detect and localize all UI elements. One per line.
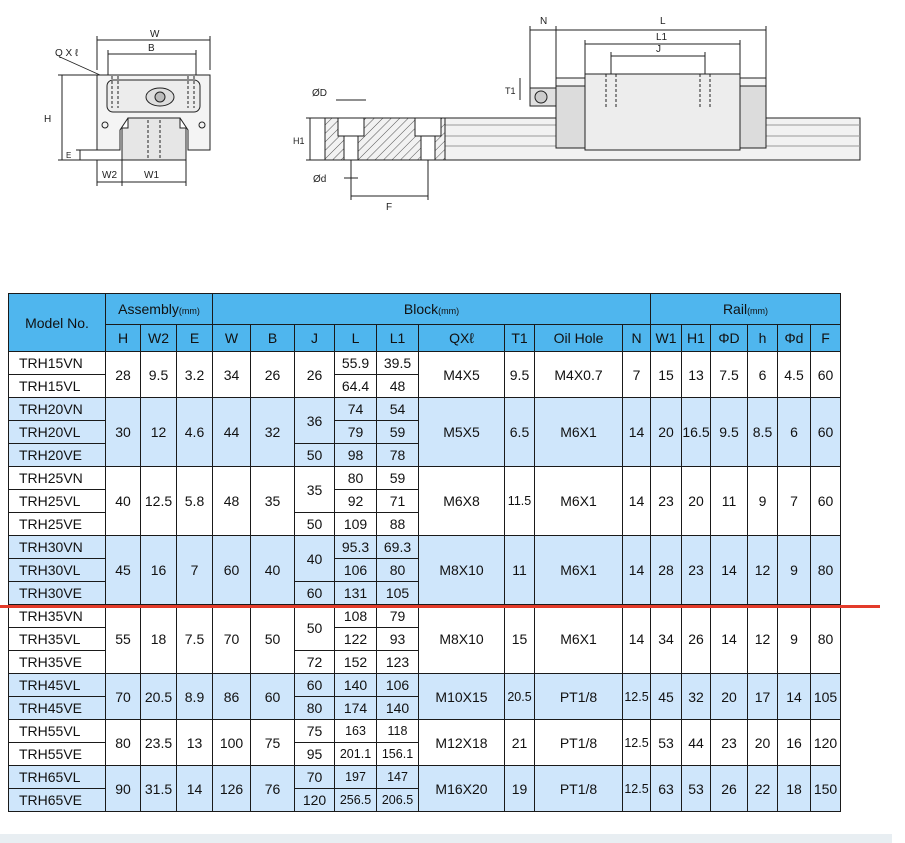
model-cell: TRH25VN [9,467,106,490]
cell-n: 7 [623,352,651,398]
cell-qxl: M6X8 [419,467,505,536]
cell-j: 120 [295,789,335,812]
cell-n: 14 [623,536,651,605]
cell-b: 50 [251,605,295,674]
cell-rail-h: 9 [748,467,778,536]
cell-w: 48 [213,467,251,536]
model-cell: TRH35VN [9,605,106,628]
model-cell: TRH25VE [9,513,106,536]
cell-rail-f: 105 [811,674,841,720]
table-row [9,467,841,490]
label-t1: T1 [505,86,516,96]
cell-l1: 147 [377,766,419,789]
label-w2: W2 [102,170,117,181]
cell-rail-w1: 15 [651,352,682,398]
cell-t1: 9.5 [505,352,535,398]
cell-j: 40 [295,536,335,582]
cell-rail-f: 80 [811,536,841,605]
cell-rail-od: 20 [711,674,748,720]
cell-l1: 156.1 [377,743,419,766]
cell-rail-od-small: 9 [778,536,811,605]
cell-oil-hole: PT1/8 [535,766,623,812]
cell-l1: 54 [377,398,419,421]
label-j: J [656,44,661,55]
cell-l: 122 [335,628,377,651]
column-header: T1 [505,325,535,352]
cell-l1: 118 [377,720,419,743]
cell-l: 79 [335,421,377,444]
cell-w2: 23.5 [141,720,177,766]
cell-l1: 59 [377,467,419,490]
header-block-unit: (mm) [438,306,460,316]
cell-n: 14 [623,398,651,467]
cell-j: 50 [295,605,335,651]
cell-rail-od: 23 [711,720,748,766]
model-cell: TRH35VE [9,651,106,674]
model-cell: TRH65VE [9,789,106,812]
model-cell: TRH65VL [9,766,106,789]
divider-red-line [0,605,880,608]
cell-j: 26 [295,352,335,398]
cell-oil-hole: PT1/8 [535,720,623,766]
cell-w2: 12.5 [141,467,177,536]
cell-w: 70 [213,605,251,674]
cell-n: 12.5 [623,674,651,720]
cell-e: 4.6 [177,398,213,467]
model-cell: TRH20VN [9,398,106,421]
model-cell: TRH30VE [9,582,106,605]
cell-qxl: M8X10 [419,536,505,605]
cell-rail-od: 9.5 [711,398,748,467]
label-b: B [148,43,155,54]
cell-l1: 206.5 [377,789,419,812]
model-cell: TRH30VN [9,536,106,559]
cell-qxl: M12X18 [419,720,505,766]
header-rail [651,294,841,325]
cell-j: 35 [295,467,335,513]
cell-rail-od: 7.5 [711,352,748,398]
cell-h: 45 [106,536,141,605]
cell-rail-w1: 23 [651,467,682,536]
column-header: L [335,325,377,352]
column-header: E [177,325,213,352]
cell-rail-h1: 26 [682,605,711,674]
cell-l: 74 [335,398,377,421]
header-model: Model No. [9,294,106,352]
cell-rail-od-small: 18 [778,766,811,812]
cell-qxl: M5X5 [419,398,505,467]
header-block-label: Block [403,301,439,317]
cell-l: 98 [335,444,377,467]
cell-oil-hole: M4X0.7 [535,352,623,398]
footer-band [0,834,892,843]
cell-h: 80 [106,720,141,766]
cell-e: 13 [177,720,213,766]
label-n: N [540,16,548,27]
cell-j: 50 [295,513,335,536]
cell-e: 14 [177,766,213,812]
label-h: H [44,114,52,125]
cell-oil-hole: M6X1 [535,467,623,536]
header-assembly-label: Assembly [118,301,179,317]
cell-rail-f: 80 [811,605,841,674]
cell-l: 131 [335,582,377,605]
cell-j: 60 [295,582,335,605]
model-cell: TRH55VL [9,720,106,743]
column-header: h [748,325,778,352]
front-view-drawing [58,36,210,186]
cell-rail-od-small: 7 [778,467,811,536]
cell-e: 7.5 [177,605,213,674]
cell-l1: 71 [377,490,419,513]
cell-w: 44 [213,398,251,467]
table-row [9,352,841,375]
cell-l: 80 [335,467,377,490]
side-view-drawing [306,26,860,200]
cell-n: 14 [623,605,651,674]
cell-qxl: M4X5 [419,352,505,398]
table-row [9,398,841,421]
cell-rail-od-small: 6 [778,398,811,467]
cell-l1: 78 [377,444,419,467]
cell-e: 7 [177,536,213,605]
cell-rail-w1: 34 [651,605,682,674]
cell-l: 108 [335,605,377,628]
cell-l: 106 [335,559,377,582]
model-cell: TRH25VL [9,490,106,513]
cell-t1: 19 [505,766,535,812]
cell-e: 8.9 [177,674,213,720]
cell-w: 34 [213,352,251,398]
cell-w2: 18 [141,605,177,674]
cell-l1: 105 [377,582,419,605]
column-header: Oil Hole [535,325,623,352]
column-header: N [623,325,651,352]
cell-l1: 80 [377,559,419,582]
header-assembly-unit: (mm) [178,306,200,316]
header-block [213,294,651,325]
cell-l: 152 [335,651,377,674]
cell-e: 3.2 [177,352,213,398]
cell-t1: 20.5 [505,674,535,720]
cell-l1: 69.3 [377,536,419,559]
cell-w2: 12 [141,398,177,467]
cell-w2: 20.5 [141,674,177,720]
cell-b: 26 [251,352,295,398]
cell-j: 70 [295,766,335,789]
cell-b: 35 [251,467,295,536]
cell-qxl: M8X10 [419,605,505,674]
spec-table [8,293,841,812]
label-w: W [150,29,160,40]
cell-j: 72 [295,651,335,674]
cell-w2: 9.5 [141,352,177,398]
cell-rail-h1: 53 [682,766,711,812]
cell-t1: 21 [505,720,535,766]
cell-h: 30 [106,398,141,467]
cell-rail-od: 14 [711,605,748,674]
cell-qxl: M10X15 [419,674,505,720]
cell-l1: 140 [377,697,419,720]
model-cell: TRH35VL [9,628,106,651]
cell-rail-f: 60 [811,352,841,398]
cell-rail-od-small: 4.5 [778,352,811,398]
table-row [9,674,841,697]
cell-n: 12.5 [623,766,651,812]
cell-l1: 88 [377,513,419,536]
cell-rail-h: 20 [748,720,778,766]
cell-h: 55 [106,605,141,674]
model-cell: TRH30VL [9,559,106,582]
label-e: E [66,151,72,160]
header-assembly [106,294,213,325]
cell-rail-f: 150 [811,766,841,812]
cell-w: 100 [213,720,251,766]
column-header: J [295,325,335,352]
cell-h: 90 [106,766,141,812]
cell-oil-hole: M6X1 [535,605,623,674]
column-header: F [811,325,841,352]
cell-l: 201.1 [335,743,377,766]
cell-w: 60 [213,536,251,605]
column-header: H [106,325,141,352]
table-row [9,766,841,789]
cell-j: 75 [295,720,335,743]
cell-j: 60 [295,674,335,697]
cell-e: 5.8 [177,467,213,536]
cell-l: 95.3 [335,536,377,559]
cell-rail-od-small: 9 [778,605,811,674]
cell-l: 64.4 [335,375,377,398]
cell-l1: 106 [377,674,419,697]
table-row [9,536,841,559]
column-header: W2 [141,325,177,352]
cell-b: 32 [251,398,295,467]
label-h1: H1 [293,136,305,146]
cell-b: 40 [251,536,295,605]
cell-rail-w1: 20 [651,398,682,467]
column-header: W [213,325,251,352]
cell-l: 55.9 [335,352,377,375]
cell-rail-h: 6 [748,352,778,398]
cell-l1: 59 [377,421,419,444]
cell-w: 86 [213,674,251,720]
technical-drawings [0,0,905,230]
cell-rail-h1: 13 [682,352,711,398]
cell-rail-od: 26 [711,766,748,812]
cell-l: 256.5 [335,789,377,812]
cell-w2: 31.5 [141,766,177,812]
cell-l: 174 [335,697,377,720]
label-od-small: Ød [313,174,327,185]
cell-rail-h1: 23 [682,536,711,605]
model-cell: TRH45VL [9,674,106,697]
cell-rail-f: 60 [811,467,841,536]
cell-rail-h: 22 [748,766,778,812]
column-header: ΦD [711,325,748,352]
spec-body [9,352,841,812]
cell-l: 92 [335,490,377,513]
cell-l1: 48 [377,375,419,398]
cell-rail-w1: 63 [651,766,682,812]
cell-b: 75 [251,720,295,766]
cell-rail-h: 8.5 [748,398,778,467]
cell-j: 50 [295,444,335,467]
cell-n: 12.5 [623,720,651,766]
column-header-row [9,325,841,352]
cell-j: 80 [295,697,335,720]
model-cell: TRH20VE [9,444,106,467]
table-row [9,720,841,743]
cell-l1: 123 [377,651,419,674]
cell-h: 28 [106,352,141,398]
cell-rail-od-small: 16 [778,720,811,766]
model-cell: TRH45VE [9,697,106,720]
cell-l1: 93 [377,628,419,651]
label-w1: W1 [144,170,159,181]
cell-t1: 11.5 [505,467,535,536]
label-l1: L1 [656,32,668,43]
cell-l: 109 [335,513,377,536]
cell-b: 60 [251,674,295,720]
cell-l1: 39.5 [377,352,419,375]
column-header: H1 [682,325,711,352]
model-cell: TRH55VE [9,743,106,766]
header-rail-label: Rail [722,301,748,317]
model-cell: TRH20VL [9,421,106,444]
cell-oil-hole: M6X1 [535,398,623,467]
cell-rail-f: 60 [811,398,841,467]
cell-rail-h1: 44 [682,720,711,766]
column-header: W1 [651,325,682,352]
cell-rail-w1: 53 [651,720,682,766]
column-header: QXℓ [419,325,505,352]
header-rail-unit: (mm) [747,306,769,316]
column-header: B [251,325,295,352]
cell-h: 40 [106,467,141,536]
cell-rail-h1: 16.5 [682,398,711,467]
cell-rail-h: 17 [748,674,778,720]
cell-rail-od: 11 [711,467,748,536]
cell-j: 36 [295,398,335,444]
cell-t1: 6.5 [505,398,535,467]
cell-rail-h: 12 [748,605,778,674]
cell-t1: 15 [505,605,535,674]
cell-n: 14 [623,467,651,536]
cell-rail-h1: 32 [682,674,711,720]
cell-l: 163 [335,720,377,743]
cell-l1: 79 [377,605,419,628]
label-od: ØD [312,88,327,99]
cell-rail-w1: 45 [651,674,682,720]
model-cell: TRH15VN [9,352,106,375]
cell-rail-h: 12 [748,536,778,605]
cell-b: 76 [251,766,295,812]
cell-rail-w1: 28 [651,536,682,605]
cell-j: 95 [295,743,335,766]
model-cell: TRH15VL [9,375,106,398]
cell-w: 126 [213,766,251,812]
label-f: F [386,202,393,213]
cell-t1: 11 [505,536,535,605]
cell-oil-hole: PT1/8 [535,674,623,720]
cell-w2: 16 [141,536,177,605]
cell-l: 140 [335,674,377,697]
cell-rail-f: 120 [811,720,841,766]
column-header: L1 [377,325,419,352]
cell-rail-h1: 20 [682,467,711,536]
column-header: Φd [778,325,811,352]
cell-h: 70 [106,674,141,720]
cell-qxl: M16X20 [419,766,505,812]
cell-l: 197 [335,766,377,789]
cell-rail-od: 14 [711,536,748,605]
label-l: L [660,16,666,27]
cell-rail-od-small: 14 [778,674,811,720]
label-qxl: Q X ℓ [55,48,79,59]
drawing-canvas [0,0,905,230]
cell-oil-hole: M6X1 [535,536,623,605]
